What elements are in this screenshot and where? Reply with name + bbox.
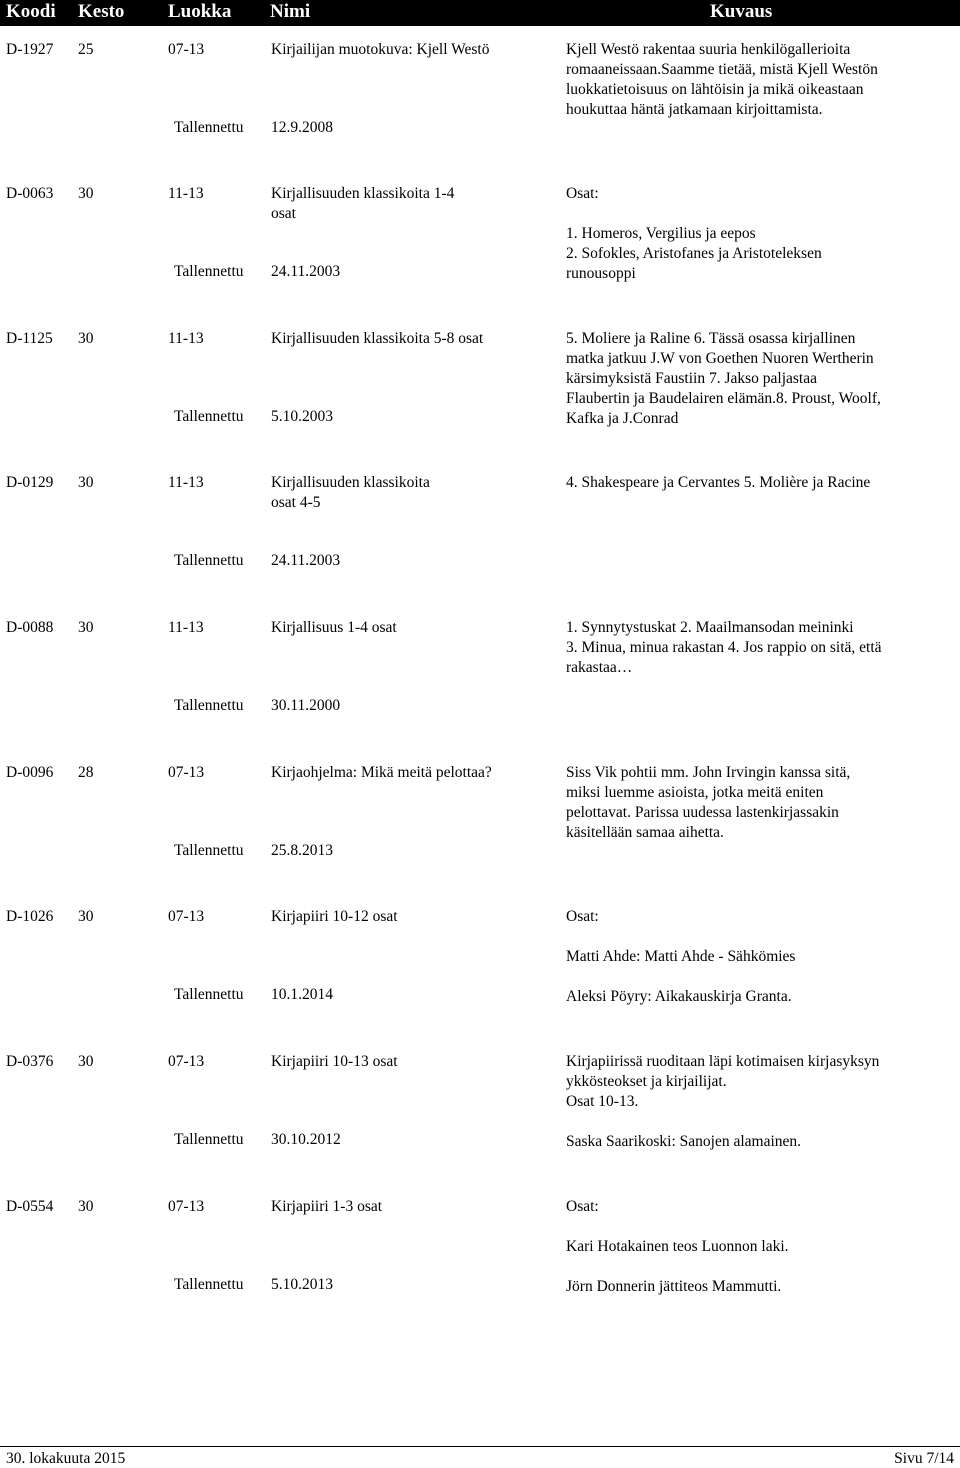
record-description-line: matka jatkuu J.W von Goethen Nuoren Wertherin bbox=[566, 350, 874, 367]
record-title-line: Kirjallisuuden klassikoita bbox=[271, 474, 430, 491]
record-description-line: Osat: bbox=[566, 908, 599, 925]
footer-date: 30. lokakuuta 2015 bbox=[6, 1450, 126, 1467]
record-description-line: ykkösteokset ja kirjailijat. bbox=[566, 1073, 727, 1090]
record-saved-date: 5.10.2003 bbox=[271, 408, 333, 425]
record-description-line: käsitellään samaa aihetta. bbox=[566, 824, 724, 841]
table-header bbox=[0, 0, 960, 26]
record-grade: 07-13 bbox=[168, 41, 205, 58]
record-description-line: Flaubertin ja Baudelairen elämän.8. Proust, Woolf, bbox=[566, 390, 881, 407]
header-koodi: Koodi bbox=[6, 1, 56, 22]
header-kesto: Kesto bbox=[78, 1, 125, 22]
record-title-line: Kirjallisuus 1-4 osat bbox=[271, 619, 397, 636]
record-description-line: 1. Synnytystuskat 2. Maailmansodan meininki bbox=[566, 619, 854, 636]
record-title-line: Kirjailijan muotokuva: Kjell Westö bbox=[271, 41, 490, 58]
record-saved-label: Tallennettu bbox=[174, 697, 244, 714]
record-duration: 30 bbox=[78, 1198, 94, 1215]
footer-divider bbox=[0, 1446, 960, 1447]
record-code: D-1927 bbox=[6, 41, 54, 58]
record-description-line: 4. Shakespeare ja Cervantes 5. Molière ja Racine bbox=[566, 474, 871, 491]
list-item bbox=[0, 473, 960, 593]
record-duration: 30 bbox=[78, 1053, 94, 1070]
record-code: D-0088 bbox=[6, 619, 54, 636]
list-item bbox=[0, 618, 960, 738]
record-description-line: 5. Moliere ja Raline 6. Tässä osassa kirjallinen bbox=[566, 330, 856, 347]
record-code: D-0129 bbox=[6, 474, 54, 491]
record-description-line: luokkatietoisuus on lähtöisin ja mikä oikeastaan bbox=[566, 81, 864, 98]
record-title-line: Kirjapiiri 10-13 osat bbox=[271, 1053, 398, 1070]
record-code: D-0096 bbox=[6, 764, 54, 781]
list-item bbox=[0, 184, 960, 304]
list-item bbox=[0, 329, 960, 449]
record-description-line: Aleksi Pöyry: Aikakauskirja Granta. bbox=[566, 988, 792, 1005]
record-description-line: houkuttaa häntä jatkamaan kirjoittamista. bbox=[566, 101, 823, 118]
list-item bbox=[0, 907, 960, 1027]
record-description-line: rakastaa… bbox=[566, 659, 633, 676]
record-title-line: Kirjallisuuden klassikoita 1-4 bbox=[271, 185, 455, 202]
record-description-line: pelottavat. Parissa uudessa lastenkirjassakin bbox=[566, 804, 839, 821]
record-title-line: Kirjaohjelma: Mikä meitä pelottaa? bbox=[271, 764, 492, 781]
record-description-line: 2. Sofokles, Aristofanes ja Aristoteleksen bbox=[566, 245, 822, 262]
record-description-line: 1. Homeros, Vergilius ja eepos bbox=[566, 225, 756, 242]
record-grade: 07-13 bbox=[168, 908, 205, 925]
header-luokka: Luokka bbox=[168, 1, 232, 22]
record-description-line: Siss Vik pohtii mm. John Irvingin kanssa sitä, bbox=[566, 764, 851, 781]
record-description-line: Osat: bbox=[566, 185, 599, 202]
record-description-line: runousoppi bbox=[566, 265, 636, 282]
record-duration: 30 bbox=[78, 474, 94, 491]
record-code: D-0063 bbox=[6, 185, 54, 202]
header-nimi: Nimi bbox=[270, 1, 311, 22]
record-saved-date: 12.9.2008 bbox=[271, 119, 333, 136]
list-item bbox=[0, 1052, 960, 1172]
record-saved-date: 30.10.2012 bbox=[271, 1131, 341, 1148]
record-grade: 07-13 bbox=[168, 1053, 205, 1070]
record-description-line: Kafka ja J.Conrad bbox=[566, 410, 679, 427]
record-description-line: miksi luemme asioista, jotka meitä eniten bbox=[566, 784, 824, 801]
record-saved-label: Tallennettu bbox=[174, 1276, 244, 1293]
record-title-line: Kirjapiiri 10-12 osat bbox=[271, 908, 398, 925]
list-item bbox=[0, 1197, 960, 1317]
record-grade: 11-13 bbox=[168, 330, 204, 347]
record-description-line: Osat: bbox=[566, 1198, 599, 1215]
record-saved-label: Tallennettu bbox=[174, 408, 244, 425]
record-description-line: Kari Hotakainen teos Luonnon laki. bbox=[566, 1238, 789, 1255]
record-code: D-0376 bbox=[6, 1053, 54, 1070]
record-description-line: Kirjapiirissä ruoditaan läpi kotimaisen kirjasyksyn bbox=[566, 1053, 880, 1070]
record-duration: 25 bbox=[78, 41, 94, 58]
record-saved-label: Tallennettu bbox=[174, 986, 244, 1003]
record-description-line: Saska Saarikoski: Sanojen alamainen. bbox=[566, 1133, 802, 1150]
record-title-line: Kirjapiiri 1-3 osat bbox=[271, 1198, 383, 1215]
record-saved-label: Tallennettu bbox=[174, 552, 244, 569]
record-description-line: Osat 10-13. bbox=[566, 1093, 639, 1110]
footer-page-number: Sivu 7/14 bbox=[894, 1450, 954, 1467]
record-description-line: Matti Ahde: Matti Ahde - Sähkömies bbox=[566, 948, 796, 965]
record-title-line: osat bbox=[271, 205, 296, 222]
record-description-line: Jörn Donnerin jättiteos Mammutti. bbox=[566, 1278, 782, 1295]
record-grade: 11-13 bbox=[168, 185, 204, 202]
record-code: D-1026 bbox=[6, 908, 54, 925]
record-duration: 30 bbox=[78, 908, 94, 925]
record-duration: 30 bbox=[78, 185, 94, 202]
record-grade: 11-13 bbox=[168, 619, 204, 636]
record-code: D-0554 bbox=[6, 1198, 54, 1215]
list-item bbox=[0, 763, 960, 883]
record-saved-date: 24.11.2003 bbox=[271, 552, 341, 569]
record-saved-label: Tallennettu bbox=[174, 842, 244, 859]
record-saved-date: 10.1.2014 bbox=[271, 986, 333, 1003]
record-title-line: osat 4-5 bbox=[271, 494, 321, 511]
record-description-line: 3. Minua, minua rakastan 4. Jos rappio on sitä, että bbox=[566, 639, 882, 656]
record-description-line: kärsimyksistä Faustiin 7. Jakso paljastaa bbox=[566, 370, 817, 387]
record-duration: 30 bbox=[78, 619, 94, 636]
record-saved-date: 30.11.2000 bbox=[271, 697, 341, 714]
record-saved-date: 5.10.2013 bbox=[271, 1276, 333, 1293]
record-saved-label: Tallennettu bbox=[174, 119, 244, 136]
record-saved-label: Tallennettu bbox=[174, 1131, 244, 1148]
record-saved-label: Tallennettu bbox=[174, 263, 244, 280]
record-description-line: Kjell Westö rakentaa suuria henkilögallerioita bbox=[566, 41, 851, 58]
record-grade: 07-13 bbox=[168, 1198, 205, 1215]
record-title-line: Kirjallisuuden klassikoita 5-8 osat bbox=[271, 330, 484, 347]
record-code: D-1125 bbox=[6, 330, 53, 347]
record-description-line: romaaneissaan.Saamme tietää, mistä Kjell Westön bbox=[566, 61, 878, 78]
record-saved-date: 24.11.2003 bbox=[271, 263, 341, 280]
header-kuvaus: Kuvaus bbox=[710, 1, 773, 22]
record-grade: 07-13 bbox=[168, 764, 205, 781]
record-saved-date: 25.8.2013 bbox=[271, 842, 333, 859]
record-duration: 28 bbox=[78, 764, 94, 781]
list-item bbox=[0, 40, 960, 160]
record-grade: 11-13 bbox=[168, 474, 204, 491]
record-duration: 30 bbox=[78, 330, 94, 347]
